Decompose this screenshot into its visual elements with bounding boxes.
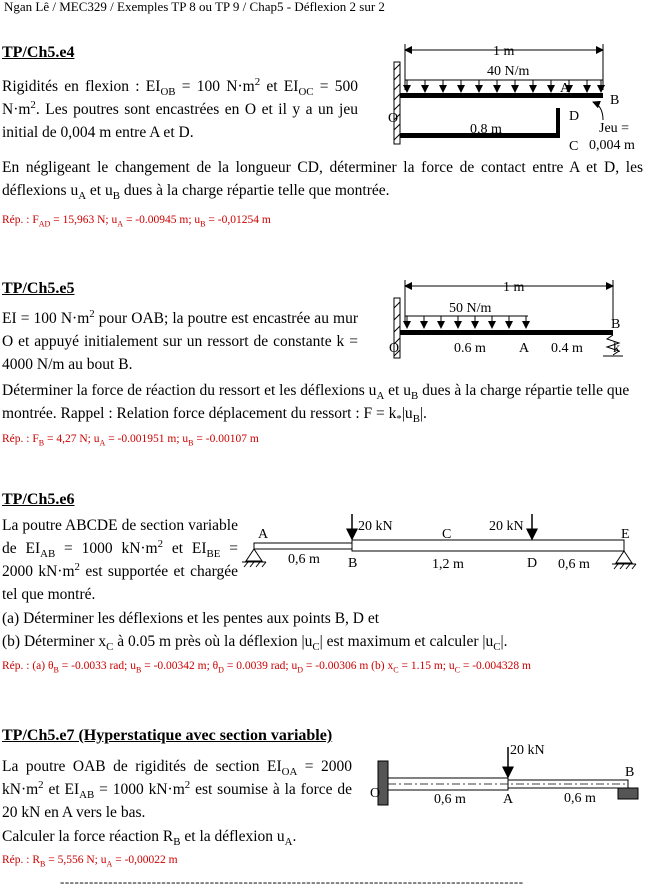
subscript: A	[117, 219, 124, 229]
subscript: A	[99, 438, 106, 448]
e6-beam-BE	[352, 540, 624, 551]
subscript: C	[393, 665, 399, 675]
e5-length-2: 0.4 m	[551, 341, 583, 356]
e4-label-B: B	[610, 93, 620, 108]
e5-figure	[385, 276, 645, 366]
e7-label-O: O	[370, 786, 381, 801]
superscript: 2	[74, 560, 80, 573]
e5-load-label: 50 N/m	[449, 301, 492, 316]
subscript: D	[297, 665, 304, 675]
e5-title: TP/Ch5.e5	[2, 280, 75, 297]
e7-length-2: 0,6 m	[564, 791, 596, 806]
subscript: A	[106, 859, 113, 869]
subscript: A	[376, 390, 385, 403]
e6-label-E: E	[621, 527, 630, 542]
e6-paragraph-1: La poutre ABCDE de section variable de $EI_{AB} = 1000$ $kN\cdot m^2$ et $EI_{BE} = 2000$ $kN\cdot m^2$ est supportée et chargée tel que montré.	[2, 517, 238, 603]
e6-figure	[240, 510, 645, 585]
e6-support-A	[246, 549, 262, 561]
superscript: 2	[184, 778, 191, 791]
e7-label-B: B	[625, 765, 635, 780]
subscript: AB	[40, 548, 56, 561]
e7-paragraph-2: Calculer la force réaction $R_B$ et la déflexion $u_A$.	[2, 828, 297, 849]
subscript: B	[410, 390, 419, 403]
e6-length-3: 0,6 m	[558, 557, 590, 572]
e7-force-label: 20 kN	[510, 743, 545, 758]
e5-label-B: B	[611, 317, 621, 332]
e6-paragraph-2: (a) Déterminer les déflexions et les pentes aux points B, D et	[2, 610, 380, 627]
e6-label-B: B	[348, 556, 358, 571]
e5-paragraph-1: EI = 100 $N\cdot m^2$ pour OAB; la poutre est encastrée au mur O et appuyé initialement sur un ressort de constante k = 4000 N/m au bout B.	[2, 307, 358, 373]
e5-label-A: A	[519, 341, 530, 356]
subscript: BE	[206, 548, 221, 561]
e5-label-O: O	[389, 341, 400, 356]
e4-length-label: 0,8 m	[470, 122, 502, 137]
subscript: C	[454, 665, 460, 675]
e6-title: TP/Ch5.e6	[2, 491, 75, 508]
subscript: D	[218, 665, 224, 675]
e4-label-A: A	[560, 81, 571, 96]
e4-paragraph-1: Rigidités en flexion : $EI_{OB} = 100$ $N\cdot m^2$ et $EI_{OC} = 500$ $N\cdot m^2$. Les poutres sont encastrées en O et il y a un jeu initial de 0,004 m entre A et D.	[2, 75, 359, 141]
subscript: B	[412, 413, 420, 426]
e4-label-C: C	[569, 139, 579, 154]
e5-paragraph-2: Déterminer la force de réaction du ressort et les déflexions $u_A$ et $u_B$ dues à la charge répartie telle que montrée. Rappel : Relation force déplacement du ressort : $F = k_*|u_B|$.	[2, 382, 630, 426]
page-header: Ngan Lê / MEC329 / Exemples TP 8 ou TP 9 / Chap5 - Déflexion 2 sur 2	[4, 0, 385, 14]
subscript: A	[284, 836, 293, 849]
e4-title: TP/Ch5.e4	[2, 44, 75, 61]
e4-load-label: 40 N/m	[487, 64, 530, 79]
superscript: 2	[157, 537, 164, 550]
subscript: AB	[79, 789, 95, 802]
subscript: C	[312, 641, 320, 654]
subscript: B	[173, 836, 181, 849]
e7-length-1: 0,6 m	[434, 792, 466, 807]
e4-figure	[385, 40, 645, 155]
e5-distributed-load	[407, 316, 526, 328]
subscript: B	[53, 665, 59, 675]
subscript: AD	[38, 219, 51, 229]
bottom-separator: ------------------------------------------------------------------------------------------------	[60, 874, 524, 889]
e4-paragraph-2: En négligeant le changement de la longueur CD, déterminer la force de contact entre A et D, les déflexions $u_A$ et $u_B$ dues à la charge répartie telle que montrée.	[2, 159, 643, 203]
e4-label-O: O	[388, 111, 399, 126]
subscript: OB	[160, 86, 176, 99]
e5-length-1: 0.6 m	[454, 341, 486, 356]
e5-dim-label: 1 m	[503, 280, 525, 295]
e6-label-D: D	[527, 556, 538, 571]
e4-answer: Rép. : $F_{AD} = 15,963$ N; $u_A = -0.00945$ m; $u_B = -0,01254$ m	[2, 214, 271, 229]
e6-force-D-label: 20 kN	[489, 519, 524, 534]
subscript: C	[493, 641, 501, 654]
subscript: B	[40, 859, 46, 869]
subscript: B	[135, 665, 142, 675]
subscript: A	[78, 190, 87, 203]
e5-beam	[400, 330, 613, 335]
e4-dim-label: 1 m	[493, 44, 515, 59]
subscript: *	[396, 413, 402, 426]
e6-label-C: C	[442, 527, 452, 542]
subscript: B	[112, 190, 120, 203]
e7-support-B	[618, 788, 638, 799]
e6-length-1: 0,6 m	[288, 552, 320, 567]
e7-label-A: A	[503, 792, 514, 807]
e4-gap-label: Jeu =	[599, 121, 630, 136]
subscript: B	[38, 438, 45, 448]
e4-beam-OB	[400, 93, 603, 98]
e5-label-k: k	[613, 341, 620, 356]
subscript: B	[200, 219, 206, 229]
subscript: C	[106, 641, 114, 654]
e4-label-D: D	[569, 109, 580, 124]
e6-paragraph-3: (b) Déterminer $x_C$ à 0.05 m près où la déflexion $|u_C|$ est maximum et calculer $|u_C|$.	[2, 633, 508, 654]
e6-answer: Rép. : (a) $\theta_B = -0.0033$ rad; $u_B = -0.00342$ m; $\theta_D = 0.0039$ rad; $u_D = -0.00306$ m (b) $x_C = 1.15$ m; $u_C = -0.004328$ m	[2, 660, 531, 675]
superscript: 2	[89, 307, 95, 320]
e7-figure	[370, 742, 645, 812]
e7-answer: Rép. : $R_B = 5,556$ N; $u_A = -0,00022$ m	[2, 854, 178, 869]
e4-distributed-load	[407, 80, 601, 92]
subscript: OC	[298, 86, 314, 99]
e7-paragraph-1: La poutre OAB de rigidités de section $EI_{OA} = 2000$ $kN\cdot m^2$ et $EI_{AB} = 1000$ $kN\cdot m^2$ est soumise à la force de 20 kN en A vers le bas.	[2, 758, 352, 821]
e7-title: TP/Ch5.e7 (Hyperstatique avec section variable)	[2, 727, 333, 744]
e6-beam-AB	[254, 543, 352, 549]
e6-support-E	[616, 551, 632, 563]
e5-answer: Rép. : $F_B = 4,27$ N; $u_A = -0.001951$ m; $u_B = -0.00107$ m	[2, 433, 259, 448]
superscript: 2	[38, 778, 44, 791]
superscript: 2	[30, 98, 36, 111]
e6-force-B-label: 20 kN	[358, 519, 393, 534]
superscript: 2	[254, 75, 261, 88]
e6-label-A: A	[258, 527, 269, 542]
subscript: OA	[281, 766, 298, 779]
e4-gap-value: 0,004 m	[589, 138, 635, 153]
subscript: B	[188, 438, 194, 448]
e6-length-2: 1,2 m	[432, 557, 464, 572]
